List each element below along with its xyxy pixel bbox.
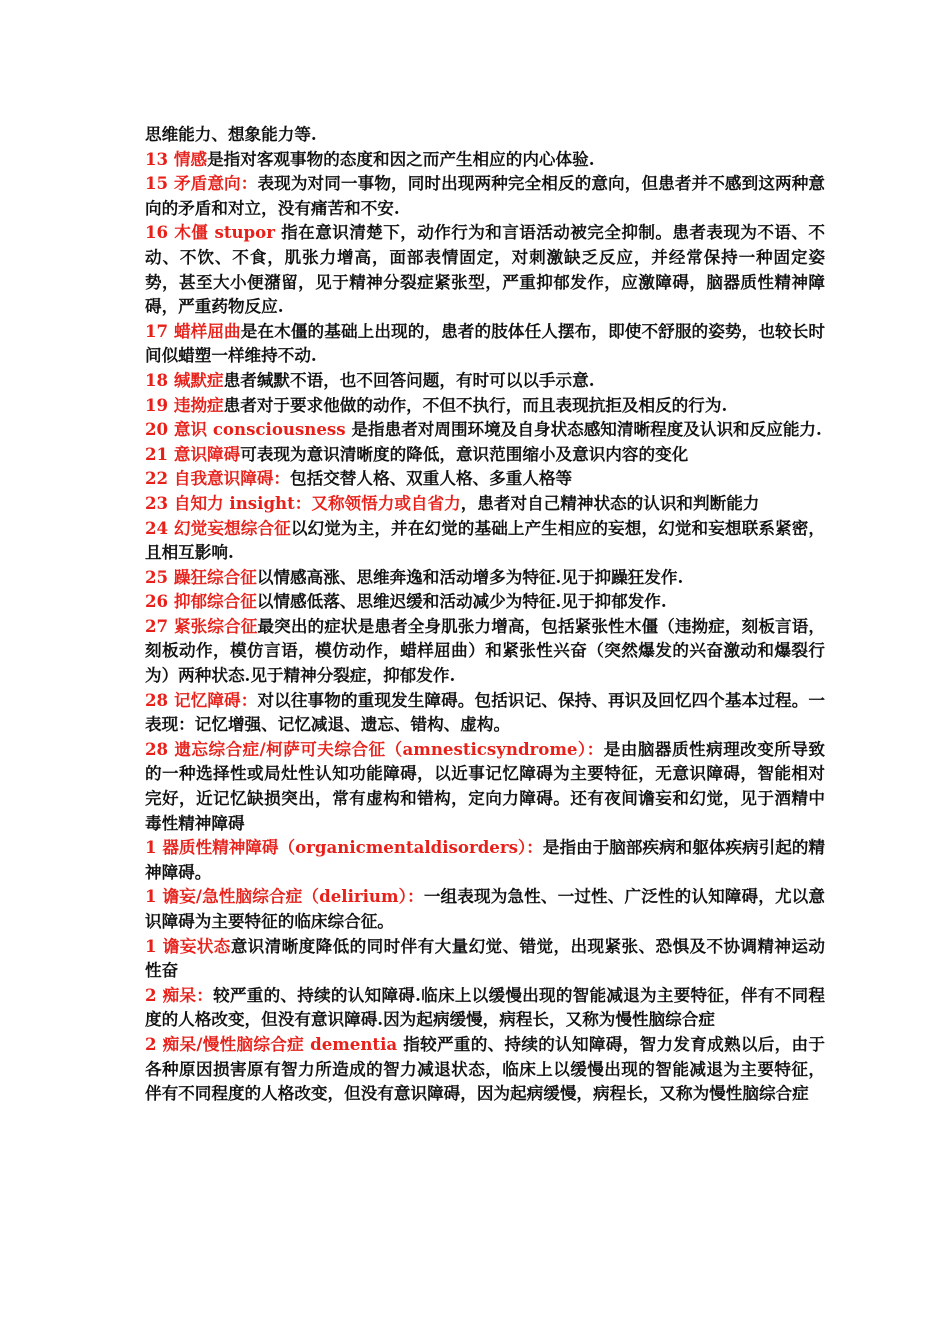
term-label: 16 木僵 stupor: [145, 222, 275, 243]
paragraph: [145, 417, 825, 442]
paragraph-text: 意识清晰度降低的同时伴有大量幻觉、错觉，出现紧张、恐惧及不协调精神运动性奋: [145, 935, 825, 981]
paragraph: [145, 1032, 825, 1106]
paragraph-text: 以情感低落、思维迟缓和活动减少为特征.见于抑郁发作.: [256, 591, 667, 612]
paragraph-text: 包括交替人格、双重人格、多重人格等: [290, 468, 573, 489]
paragraph: [145, 934, 825, 983]
term-label: 2 痴呆：: [145, 984, 214, 1005]
term-label: 1 谵妄状态: [145, 935, 231, 956]
paragraph-text: 是指患者对周围环境及自身状态感知清晰程度及认识和反应能力.: [345, 419, 822, 440]
paragraph-text: 较严重的、持续的认知障碍.临床上以缓慢出现的智能减退为主要特征，伴有不同程度的人格改变，但没有意识障碍.因为起病缓慢，病程长，又称为慢性脑综合症: [145, 984, 825, 1030]
paragraph: [145, 393, 825, 418]
paragraph-text: 患者缄默不语，也不回答问题，有时可以以手示意.: [223, 369, 595, 390]
paragraph-text: 以情感高涨、思维奔逸和活动增多为特征.见于抑躁狂发作.: [256, 566, 684, 587]
term-label: 25 躁狂综合征: [145, 566, 257, 587]
paragraph-text: 是指对客观事物的态度和因之而产生相应的内心体验.: [207, 148, 595, 169]
term-label: 18 缄默症: [145, 369, 224, 390]
paragraph-text: 是由脑器质性病理改变所导致的一种选择性或局灶性认知功能障碍，以近事记忆障碍为主要特征，无意识障碍，智能相对完好，近记忆缺损突出，常有虚构和错构，定向力障碍。还有夜间谵妄和幻觉，见于酒精中毒性精神障碍: [145, 738, 825, 833]
term-label: 22 自我意识障碍：: [145, 468, 291, 489]
term-label: 21 意识障碍: [145, 443, 241, 464]
term-label: 19 违拗症: [145, 394, 224, 415]
paragraph: [145, 171, 825, 220]
paragraph: [145, 147, 825, 172]
term-label: 26 抑郁综合征: [145, 591, 257, 612]
term-label: 15 矛盾意向：: [145, 173, 258, 194]
paragraph: [145, 466, 825, 491]
term-label: 27 紧张综合征: [145, 615, 258, 636]
term-label: 17 蜡样屈曲: [145, 320, 241, 341]
paragraph: [145, 442, 825, 467]
paragraph-text: 最突出的症状是患者全身肌张力增高，包括紧张性木僵（违拗症，刻板言语，刻板动作，模仿言语，模仿动作，蜡样屈曲）和紧张性兴奋（突然爆发的兴奋激动和爆裂行为）两种状态.见于精神分裂症，抑郁发作.: [145, 615, 825, 686]
paragraph: [145, 319, 825, 368]
paragraph-text: 一组表现为急性、一过性、广泛性的认知障碍，尤以意识障碍为主要特征的临床综合征。: [145, 886, 825, 931]
paragraph: [145, 589, 825, 614]
paragraph: [145, 491, 825, 516]
paragraph-text: 以幻觉为主，并在幻觉的基础上产生相应的妄想，幻觉和妄想联系紧密，且相互影响.: [145, 517, 825, 563]
paragraph: [145, 688, 825, 737]
term-label: 1 谵妄/急性脑综合症（delirium）：: [145, 886, 424, 907]
paragraph-text: 患者对于要求他做的动作，不但不执行，而且表现抗拒及相反的行为.: [223, 394, 728, 415]
paragraph: [145, 368, 825, 393]
document-body: [145, 122, 825, 1106]
paragraph: [145, 737, 825, 835]
paragraph-text: 是在木僵的基础上出现的，患者的肢体任人摆布，即使不舒服的姿势，也较长时间似蜡塑一样维持不动.: [145, 320, 826, 366]
term-label: 28 记忆障碍：: [145, 689, 258, 710]
paragraph: [145, 884, 825, 933]
paragraph: [145, 516, 825, 565]
paragraph-text: 指较严重的、持续的认知障碍，智力发育成熟以后，由于各种原因损害原有智力所造成的智力减退状态，临床上以缓慢出现的智能减退为主要特征，伴有不同程度的人格改变，但没有意识障碍，因为起病缓慢，病程长，又称为慢性脑综合症: [145, 1033, 825, 1104]
paragraph: [145, 122, 825, 147]
term-label: 2 痴呆/慢性脑综合症 dementia: [145, 1033, 398, 1054]
paragraph: [145, 835, 825, 884]
paragraph: [145, 565, 825, 590]
term-label: 1 器质性精神障碍（organicmentaldisorders）：: [145, 837, 543, 858]
term-label: 28 遗忘综合症/柯萨可夫综合征（amnesticsyndrome）：: [145, 738, 604, 759]
paragraph: [145, 614, 825, 688]
term-label: 13 情感: [145, 148, 208, 169]
paragraph-text: 对以往事物的重现发生障碍。包括识记、保持、再识及回忆四个基本过程。一表现：记忆增强、记忆减退、遗忘、错构、虚构。: [145, 689, 825, 735]
paragraph-text: ，患者对自己精神状态的认识和判断能力: [460, 492, 760, 513]
paragraph: [145, 220, 825, 318]
paragraph: [145, 983, 825, 1032]
paragraph-text: 指在意识清楚下，动作行为和言语活动被完全抑制。患者表现为不语、不动、不饮、不食，肌张力增高，面部表情固定，对刺激缺乏反应，并经常保持一种固定姿势，甚至大小便潴留，见于精神分裂症紧张型，严重抑郁发作，应激障碍，脑器质性精神障碍，严重药物反应.: [145, 222, 825, 317]
paragraph-text: 是指由于脑部疾病和躯体疾病引起的精神障碍。: [145, 837, 825, 882]
paragraph-text: 表现为对同一事物，同时出现两种完全相反的意向，但患者并不感到这两种意向的矛盾和对立，没有痛苦和不安.: [145, 173, 825, 218]
term-label: 20 意识 consciousness: [145, 419, 346, 440]
paragraph-text: 可表现为意识清晰度的降低，意识范围缩小及意识内容的变化: [240, 443, 689, 464]
term-label: 23 自知力 insight：又称领悟力或自省力: [145, 492, 461, 513]
paragraph-text: 思维能力、想象能力等.: [145, 124, 317, 144]
term-label: 24 幻觉妄想综合征: [145, 517, 291, 538]
